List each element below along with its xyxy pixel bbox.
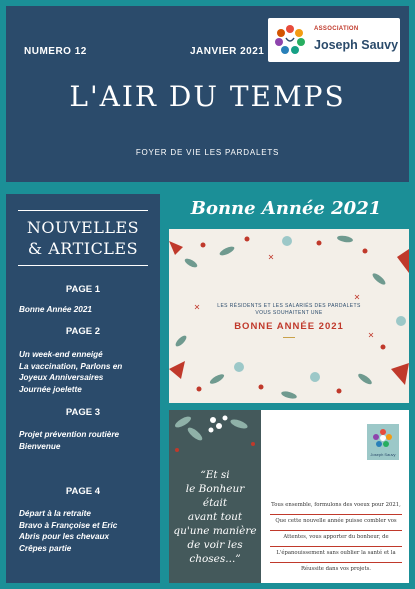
- toc-item[interactable]: Crêpes partie: [19, 543, 72, 553]
- berry-branch-icon: [169, 410, 261, 460]
- toc-item[interactable]: Un week-end enneigé: [19, 350, 103, 359]
- wish-line-text: Tous ensemble, formulons des voeux pour 2021,: [271, 502, 401, 508]
- toc-item[interactable]: Joyeux Anniversaires: [19, 373, 104, 382]
- greeting-card: [169, 229, 409, 403]
- toc-item[interactable]: Départ à la retraite: [19, 509, 91, 518]
- toc-item[interactable]: Projet prévention routière: [19, 430, 120, 439]
- quote-line: de voir les: [187, 539, 243, 551]
- card-divider: [283, 337, 295, 338]
- newsletter-subtitle: FOYER DE VIE LES PARDALETS: [135, 148, 280, 157]
- toc-heading: [18, 210, 148, 266]
- card-small-line2: VOUS SOUHAITENT UNE: [255, 310, 323, 316]
- toc-heading-line1: NOUVELLES: [26, 218, 140, 237]
- quote-line: “Et si: [200, 469, 230, 481]
- wish-divider: [270, 530, 402, 531]
- issue-date: JANVIER 2021: [190, 46, 265, 57]
- wish-divider: [270, 562, 402, 563]
- quote-line: choses...”: [189, 553, 241, 565]
- toc-items: [19, 429, 159, 452]
- logo-association-label: ASSOCIATION: [314, 26, 359, 32]
- wish-line-text: Attentes, vous apporter du bonheur, de: [283, 534, 389, 540]
- toc-page-label: PAGE 2: [65, 326, 101, 337]
- toc-items: [19, 508, 159, 554]
- mini-logo-label: Joseph Sauvy: [370, 452, 396, 457]
- card-small-text: [169, 303, 409, 317]
- logo-name: Joseph Sauvy: [314, 38, 399, 52]
- quote-line: qu'une manière: [173, 525, 257, 537]
- wish-line-text: L'épanouissement sans oublier la santé et la: [276, 550, 396, 556]
- flower-logo-icon: [367, 426, 399, 452]
- quote-line: était: [202, 497, 228, 509]
- toc-item[interactable]: Abris pour les chevaux: [19, 532, 110, 541]
- wish-divider: [270, 514, 402, 515]
- mini-association-logo: [367, 424, 399, 460]
- wish-line-text: Réussite dans vos projets.: [301, 566, 371, 572]
- toc-item[interactable]: Bravo à Françoise et Eric: [19, 520, 118, 530]
- issue-number: NUMERO 12: [24, 46, 87, 57]
- quote-text: [173, 468, 257, 566]
- toc-items: [19, 349, 159, 395]
- flower-logo-icon: [274, 24, 306, 56]
- toc-heading-line2: & ARTICLES: [27, 239, 139, 258]
- quote-line: le Bonheur: [185, 483, 245, 495]
- wish-divider: [270, 546, 402, 547]
- table-of-contents: [6, 194, 160, 583]
- newsletter-title: L'AIR DU TEMPS: [69, 80, 346, 113]
- newsletter-header: [6, 6, 409, 182]
- association-logo: [268, 18, 400, 62]
- quote-panel: [169, 410, 261, 583]
- toc-page-label: PAGE 1: [65, 284, 101, 295]
- wish-line-text: Que cette nouvelle année puisse combler vos: [275, 518, 397, 524]
- toc-page-label: PAGE 4: [65, 486, 101, 497]
- wishes-card: [169, 410, 409, 583]
- toc-item[interactable]: Bonne Année 2021: [19, 305, 92, 314]
- card-greeting: BONNE ANNÉE 2021: [234, 321, 344, 332]
- toc-page-label: PAGE 3: [65, 407, 101, 418]
- toc-item[interactable]: Bienvenue: [19, 441, 61, 451]
- toc-items: [19, 304, 159, 316]
- article-banner: Bonne Année 2021: [190, 198, 382, 219]
- toc-item[interactable]: La vaccination, Parlons en: [19, 361, 123, 371]
- card-small-line1: LES RÉSIDENTS ET LES SALARIÉS DES PARDALETS: [217, 303, 361, 309]
- toc-item[interactable]: Journée joelette: [19, 384, 82, 394]
- quote-line: avant tout: [187, 511, 243, 523]
